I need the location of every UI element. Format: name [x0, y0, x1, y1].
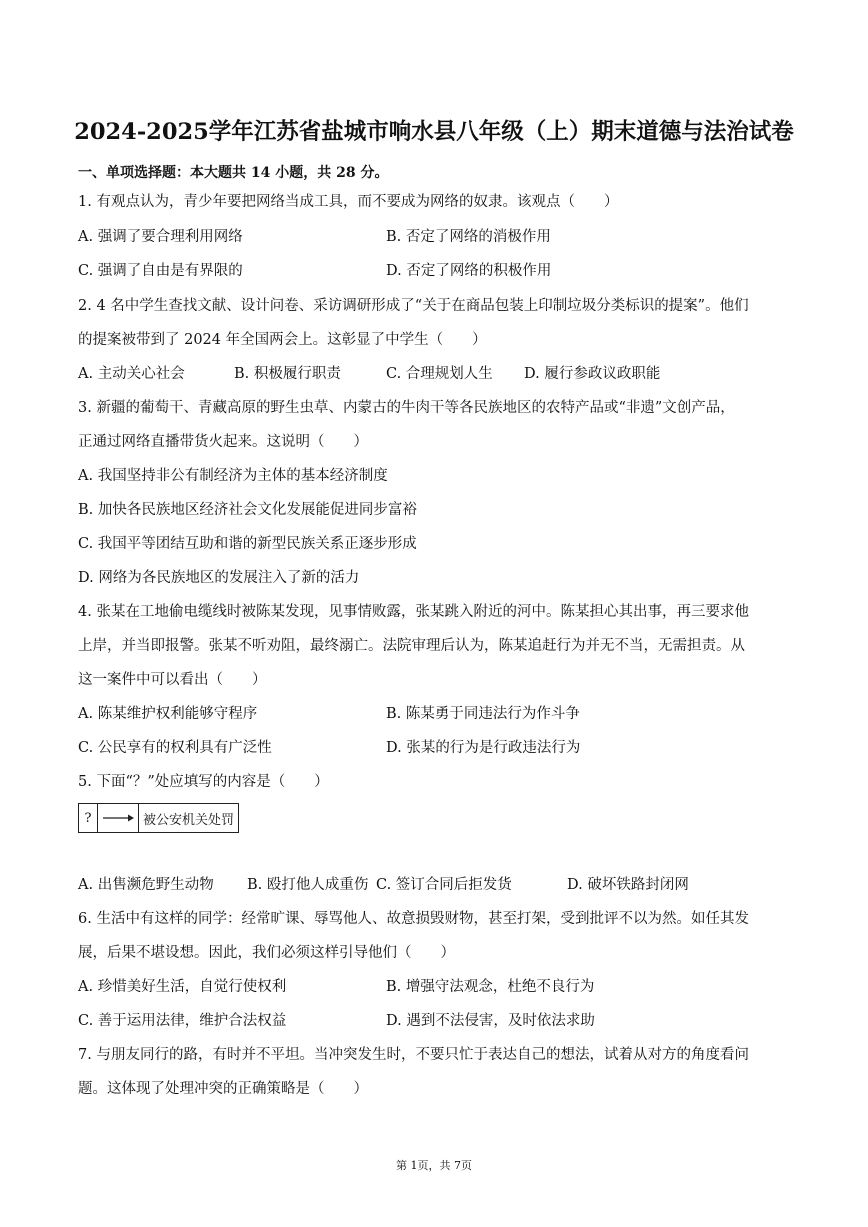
- question-7-stem-line-1: 7. 与朋友同行的路，有时并不平坦。当冲突发生时，不要只忙于表达自己的想法，试着从对方的角度看问: [78, 1047, 749, 1063]
- question-4-stem-line-3: 这一案件中可以看出（ ）: [78, 672, 267, 688]
- question-4-option-d: D. 张某的行为是行政违法行为: [386, 740, 581, 756]
- question-2-option-a: A. 主动关心社会: [78, 366, 185, 382]
- question-6-option-d: D. 遇到不法侵害，及时依法求助: [386, 1013, 595, 1029]
- question-3-option-d: D. 网络为各民族地区的发展注入了新的活力: [78, 570, 360, 586]
- question-2-option-d: D. 履行参政议政职能: [524, 366, 661, 382]
- diagram-result-text: 被公安机关处罚: [143, 812, 235, 828]
- question-5-stem: 5. 下面“？”处应填写的内容是（ ）: [78, 774, 329, 790]
- question-4-option-c: C. 公民享有的权利具有广泛性: [78, 740, 272, 756]
- question-4-stem-line-2: 上岸，并当即报警。张某不听劝阻，最终溺亡。法院审理后认为，陈某追赶行为并无不当，无需担责。从: [78, 638, 745, 654]
- question-2-option-b: B. 积极履行职责: [234, 366, 341, 382]
- question-7-stem-line-2: 题。这体现了处理冲突的正确策略是（ ）: [78, 1081, 368, 1097]
- question-5-diagram: [78, 803, 239, 833]
- diagram-question-mark: ?: [79, 804, 98, 832]
- question-5-option-c: C. 签订合同后拒发货: [376, 877, 512, 893]
- question-2-option-c: C. 合理规划人生: [386, 366, 493, 382]
- question-5-option-a: A. 出售濒危野生动物: [78, 877, 214, 893]
- question-1-option-a: A. 强调了要合理利用网络: [78, 229, 243, 245]
- question-6-stem-line-2: 展，后果不堪设想。因此，我们必须这样引导他们（ ）: [78, 945, 455, 961]
- question-3-stem-line-1: 3. 新疆的葡萄干、青藏高原的野生虫草、内蒙古的牛肉干等各民族地区的农特产品或“非遗”文创产品，: [78, 400, 735, 416]
- question-4-stem-line-1: 4. 张某在工地偷电缆线时被陈某发现，见事情败露，张某跳入附近的河中。陈某担心其出事，再三要求他: [78, 604, 749, 620]
- question-4-option-a: A. 陈某维护权利能够守程序: [78, 706, 258, 722]
- question-6-option-a: A. 珍惜美好生活，自觉行使权利: [78, 979, 287, 995]
- question-3-option-b: B. 加快各民族地区经济社会文化发展能促进同步富裕: [78, 502, 417, 518]
- arrow-right-icon: [98, 804, 139, 832]
- question-1-stem: 1. 有观点认为，青少年要把网络当成工具，而不要成为网络的奴隶。该观点（ ）: [78, 194, 619, 210]
- question-3-option-c: C. 我国平等团结互助和谐的新型民族关系正逐步形成: [78, 536, 417, 552]
- question-3-option-a: A. 我国坚持非公有制经济为主体的基本经济制度: [78, 468, 388, 484]
- question-5-option-b: B. 殴打他人成重伤: [247, 877, 369, 893]
- question-5-option-d: D. 破坏铁路封闭网: [567, 877, 689, 893]
- question-6-option-c: C. 善于运用法律，维护合法权益: [78, 1013, 287, 1029]
- question-1-option-c: C. 强调了自由是有界限的: [78, 263, 243, 279]
- question-6-stem-line-1: 6. 生活中有这样的同学：经常旷课、辱骂他人、故意损毁财物，甚至打架，受到批评不以为然。如任其发: [78, 911, 749, 927]
- question-4-option-b: B. 陈某勇于同违法行为作斗争: [386, 706, 580, 722]
- question-6-option-b: B. 增强守法观念，杜绝不良行为: [386, 979, 595, 995]
- page-footer: 第 1页，共 7页: [396, 1159, 472, 1172]
- question-1-option-b: B. 否定了网络的消极作用: [386, 229, 551, 245]
- section-heading: 一、单项选择题：本大题共 14 小题，共 28 分。: [78, 165, 389, 181]
- page-title: 2024-2025学年江苏省盐城市响水县八年级（上）期末道德与法治试卷: [74, 119, 794, 145]
- question-1-option-d: D. 否定了网络的积极作用: [386, 263, 552, 279]
- question-2-stem-line-2: 的提案被带到了 2024 年全国两会上。这彰显了中学生（ ）: [78, 332, 487, 348]
- question-3-stem-line-2: 正通过网络直播带货火起来。这说明（ ）: [78, 434, 368, 450]
- question-2-stem-line-1: 2. 4 名中学生查找文献、设计问卷、采访调研形成了“关于在商品包装上印制垃圾分类标识的提案”。他们: [78, 298, 749, 314]
